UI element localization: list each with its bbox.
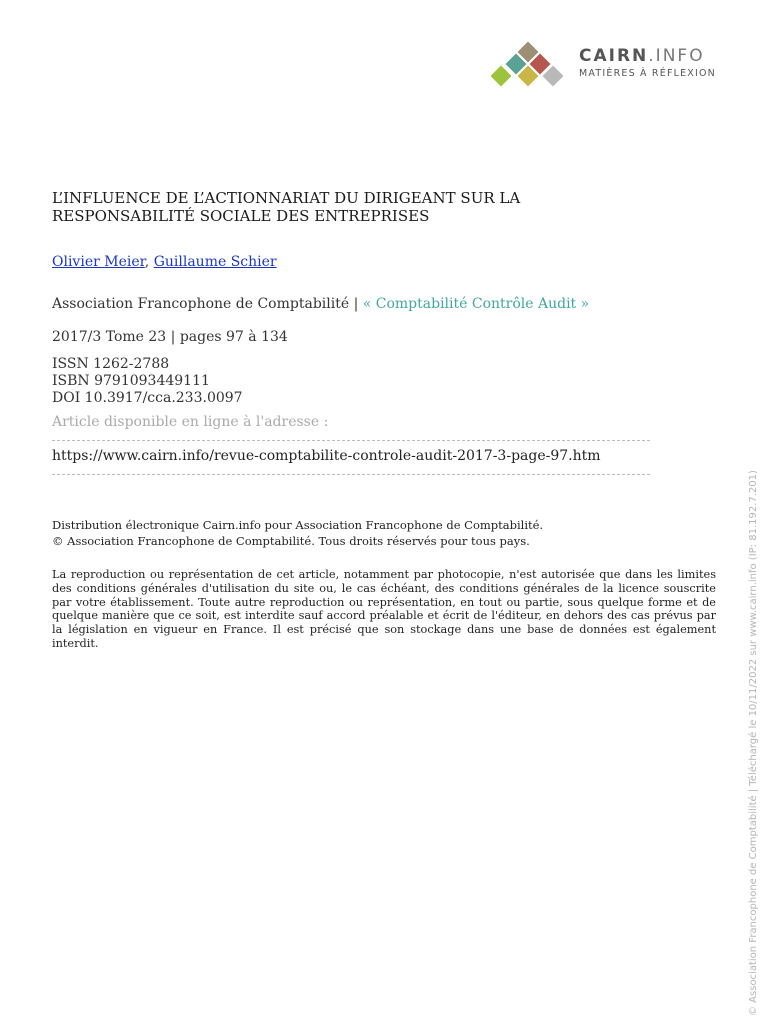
logo-wordmark bbox=[579, 46, 705, 66]
volume-info: 2017/3 Tome 23 | pages 97 à 134 bbox=[52, 329, 288, 345]
doi: DOI 10.3917/cca.233.0097 bbox=[52, 390, 243, 406]
distribution-notice bbox=[52, 517, 543, 549]
cairn-diamond-icon bbox=[488, 41, 572, 93]
logo-tile-bottom-left bbox=[491, 66, 512, 87]
journal-line bbox=[52, 296, 589, 312]
logo-tagline: MATIÈRES À RÉFLEXION bbox=[579, 68, 716, 79]
article-title bbox=[52, 189, 672, 225]
article-title-line-1: L’INFLUENCE DE L’ACTIONNARIAT DU DIRIGEANT SUR LA bbox=[52, 189, 521, 207]
distribution-text: Distribution électronique Cairn.info pour Association Francophone de Comptabilité. bbox=[52, 518, 544, 532]
issn: ISSN 1262-2788 bbox=[52, 356, 170, 372]
author-link-schier[interactable]: Guillaume Schier bbox=[153, 254, 277, 270]
available-online-label: Article disponible en ligne à l'adresse : bbox=[52, 414, 329, 430]
article-title-line-2: RESPONSABILITÉ SOCIALE DES ENTREPRISES bbox=[52, 207, 430, 225]
copyright-text: © Association Francophone de Comptabilité. Tous droits réservés pour tous pays. bbox=[52, 534, 530, 548]
divider-top bbox=[52, 440, 650, 441]
author-list bbox=[52, 254, 277, 270]
divider-bottom bbox=[52, 474, 650, 475]
identifiers-block bbox=[52, 356, 243, 407]
journal-link[interactable]: « Comptabilité Contrôle Audit » bbox=[362, 296, 590, 312]
logo-brand: CAIRN bbox=[579, 46, 649, 66]
isbn: ISBN 9791093449111 bbox=[52, 373, 210, 389]
author-separator: , bbox=[144, 254, 150, 270]
publisher-name: Association Francophone de Comptabilité | bbox=[52, 296, 359, 312]
cairn-logo[interactable] bbox=[488, 41, 728, 93]
legal-notice: La reproduction ou représentation de cet article, notamment par photocopie, n'est autorisée que dans les limites des conditions générales d'utilisation du site ou, le cas échéant, des conditions générales de la licence souscrite par votre établissement. Toute autre reproduction ou représentation, en tout ou partie, sous quelque forme et de quelque manière que ce soit, est interdite sauf accord préalable et écrit de l'éditeur, en dehors des cas prévus par la législation en vigueur en France. Il est précisé que son stockage dans une base de données est également interdit. bbox=[52, 568, 716, 650]
article-url-link[interactable]: https://www.cairn.info/revue-comptabilite-controle-audit-2017-3-page-97.htm bbox=[52, 448, 601, 464]
download-watermark: © Association Francophone de Comptabilité | Téléchargé le 10/11/2022 sur www.cairn.info (IP: 81.192.7.201) bbox=[748, 470, 759, 1016]
logo-brand-suffix: .INFO bbox=[648, 46, 705, 66]
author-link-meier[interactable]: Olivier Meier bbox=[52, 254, 145, 270]
